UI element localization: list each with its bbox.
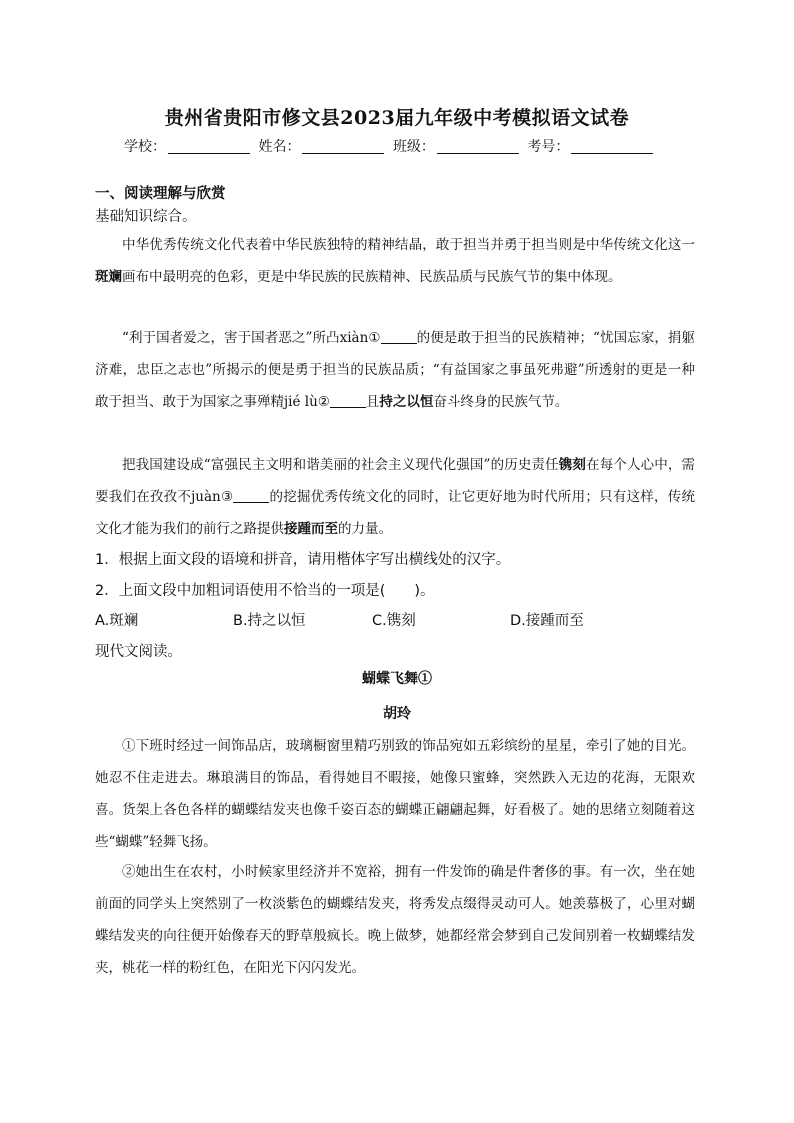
bold-word-jiezhongerzhi: 接踵而至 [284,521,338,537]
option-c: C.镌刻 [372,613,416,629]
article-author: 胡玲 [383,706,411,722]
exam-number-blank [571,139,653,154]
student-info-line [124,136,684,156]
passage-paragraph-1: 中华优秀传统文化代表着中华民族独特的精神结晶，敢于担当并勇于担当则是中华传统文化这一斑斓画布中最明亮的色彩，更是中华民族的民族精神、民族品质与民族气节的集中体现。 [95,237,695,285]
bold-word-juanke: 镌刻 [558,457,587,473]
school-label: 学校： [124,139,166,155]
option-a: A.斑斓 [95,613,139,629]
passage-paragraph-3: 把我国建设成“富强民主文明和谐美丽的社会主义现代化强国”的历史责任镌刻在每个人心中，需要我们在孜孜不juàn③ 的挖掘优秀传统文化的同时，让它更好地为时代所用；只有这样，传统文化才能为我们的前行之路提供接踵而至的力量。 [95,457,696,537]
exam-number-label: 考号： [527,139,570,155]
school-blank [168,139,250,154]
section-heading: 一、阅读理解与欣赏 [95,186,226,202]
question-1: 1．根据上面文段的语境和拼音，请用楷体字写出横线处的汉字。 [95,552,511,568]
exam-title: 贵州省贵阳市修文县2023届九年级中考模拟语文试卷 [164,107,630,129]
blank-1 [381,331,417,344]
bold-word-chizhiyiheng: 持之以恒 [379,394,434,410]
blank-3 [233,490,269,503]
reading-heading: 现代文阅读。 [95,644,182,660]
section-subheading: 基础知识综合。 [95,209,197,225]
article-paragraph-1: ①下班时经过一间饰品店，玻璃橱窗里精巧别致的饰品宛如五彩缤纷的星星，牵引了她的目光。她忍不住走进去。琳琅满目的饰品，看得她目不暇接，她像只蜜蜂，突然跌入无边的花海，无限欢喜。货架上各色各样的蝴蝶结发夹也像千姿百态的蝴蝶正翩翩起舞，好看极了。她的思绪立刻随着这些“蝴蝶”轻舞飞扬。 [95,738,695,850]
class-label: 班级： [392,139,435,155]
name-label: 姓名： [258,139,301,155]
article-title: 蝴蝶飞舞① [362,671,432,687]
option-b: B.持之以恒 [233,613,306,629]
bold-word-banlan: 斑斓 [95,269,122,285]
question-2: 2．上面文段中加粗词语使用不恰当的一项是( )。 [95,583,435,599]
name-blank [302,139,384,154]
blank-2 [330,395,366,408]
article-paragraph-2: ②她出生在农村，小时候家里经济并不宽裕，拥有一件发饰的确是件奢侈的事。有一次，坐在她前面的同学头上突然别了一枚淡紫色的蝴蝶结发夹，将秀发点缀得灵动可人。她羡慕极了，心里对蝴蝶结发夹的向往便开始像春天的野草般疯长。晚上做梦，她都经常会梦到自己发间别着一枚蝴蝶结发夹，桃花一样的粉红色，在阳光下闪闪发光。 [95,864,695,976]
option-d: D.接踵而至 [510,613,584,629]
class-blank [437,139,519,154]
passage-paragraph-2: “利于国者爱之，害于国者恶之”所凸xiàn① 的便是敢于担当的民族精神；“忧国忘家，捐躯济难，忠臣之志也”所揭示的便是勇于担当的民族品质；“有益国家之事虽死弗避”所透射的更是一种敢于担当、敢于为国家之事殚精jié lù② 且持之以恒奋斗终身的民族气节。 [95,330,695,410]
